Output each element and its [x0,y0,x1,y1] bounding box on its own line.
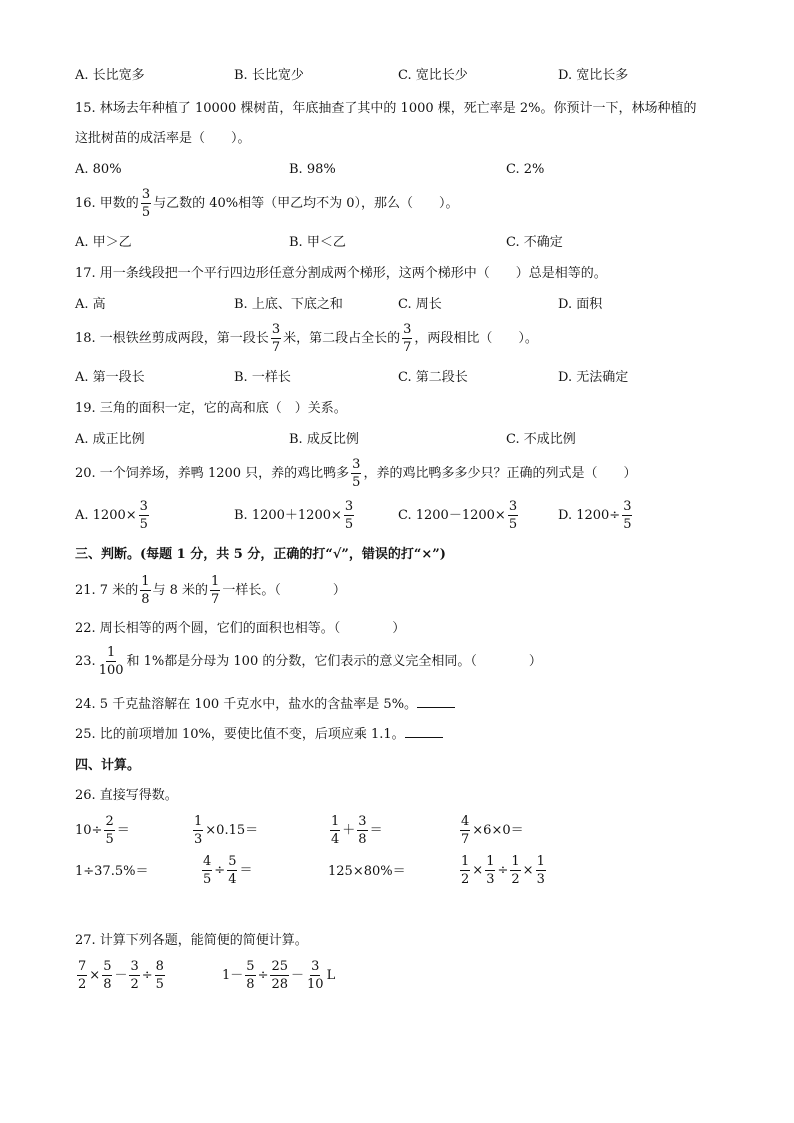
q18-fraction-2: $\frac{3}{7}$ [403,322,412,355]
q17-option-c: C. 周长 [398,297,442,312]
q15-option-a: A. 80% [75,162,122,177]
q20-option-c: C. 1200－1200× $\frac{3}{5}$ [398,499,518,532]
q20-option-a: A. 1200× $\frac{3}{5}$ [75,499,148,532]
q26-r2c2: $\frac{4}{5}$ ÷ $\frac{5}{4}$ ＝ [203,854,253,887]
q19-option-b: B. 成反比例 [289,432,359,447]
q17-question: 17. 用一条线段把一个平行四边形任意分割成两个梯形，这两个梯形中（ ）总是相等的。 [75,266,607,281]
q20-pre: 20. 一个饲养场，养鸭 1200 只，养的鸡比鸭多 [75,466,350,481]
section-3-heading: 三、判断。(每题 1 分，共 5 分，正确的打“√”，错误的打“×”) [75,547,446,562]
q14-option-b: B. 长比宽少 [234,68,304,83]
q26-r2c4: $\frac{1}{2}$ × $\frac{1}{3}$ ÷ $\frac{1}{2}$ × $\frac{1}{3}$ [461,854,545,887]
q18-post: ，两段相比（ ）。 [414,331,538,346]
q26-r1c2: $\frac{1}{3}$ ×0.15＝ [194,814,259,847]
q16-pre: 16. 甲数的 [75,196,139,211]
q19-option-c: C. 不成比例 [506,432,576,447]
q18-fraction-1: $\frac{3}{7}$ [271,322,281,355]
q26-title: 26. 直接写得数。 [75,788,178,803]
q16-option-a: A. 甲＞乙 [75,235,132,250]
q21-question: 21. 7 米的 $\frac{1}{8}$ 与 8 米的 $\frac{1}{7}$ 一样长。（ ） [75,574,346,607]
q18-question [75,323,538,354]
q26-r1c3: $\frac{1}{4}$ ＋ $\frac{3}{8}$ ＝ [331,814,383,847]
q24-answer-blank[interactable] [417,695,455,708]
q16-question [75,188,459,219]
q26-r1c4: $\frac{4}{7}$ ×6×0＝ [461,814,524,847]
q21-fraction-1: $\frac{1}{8}$ [141,574,150,607]
q21-fraction-2: $\frac{1}{7}$ [211,574,220,607]
q16-fraction: $\frac{3}{5}$ [141,187,151,220]
q20-option-d: D. 1200÷ $\frac{3}{5}$ [558,499,632,532]
q15-line1: 15. 林场去年种植了 10000 棵树苗，年底抽查了其中的 1000 棵，死亡率是 2%。你预计一下，林场种植的 [75,101,697,116]
q17-option-b: B. 上底、下底之和 [234,297,343,312]
q16-post: 与乙数的 40%相等（甲乙均不为 0），那么（ ）。 [153,196,459,211]
q27-title: 27. 计算下列各题，能简便的简便计算。 [75,933,308,948]
q18-mid: 米，第二段占全长的 [283,331,401,346]
q15-option-b: B. 98% [289,162,336,177]
q17-option-a: A. 高 [75,297,106,312]
q24-question: 24. 5 千克盐溶解在 100 千克水中，盐水的含盐率是 5%。 [75,695,455,713]
q20-option-b: B. 1200＋1200× $\frac{3}{5}$ [234,499,354,532]
q15-line2: 这批树苗的成活率是（ ）。 [75,131,251,146]
q22-question: 22. 周长相等的两个圆，它们的面积也相等。（ ） [75,621,406,636]
q26-r2c3: 125×80%＝ [328,864,406,879]
q16-option-c: C. 不确定 [506,235,563,250]
q25-question: 25. 比的前项增加 10%，要使比值不变，后项应乘 1.1。 [75,725,443,743]
q18-option-c: C. 第二段长 [398,370,468,385]
q23-fraction: $\frac{1}{100}$ [98,645,124,678]
q18-pre: 18. 一根铁丝剪成两段，第一段长 [75,331,269,346]
q14-option-c: C. 宽比长少 [398,68,468,83]
section-4-heading: 四、计算。 [75,758,141,773]
q18-option-a: A. 第一段长 [75,370,145,385]
q23-question: 23. $\frac{1}{100}$ 和 1%都是分母为 100 的分数，它们表示的意义完全相同。（ ） [75,645,542,678]
q14-option-a: A. 长比宽多 [75,68,145,83]
q20-question [75,458,636,489]
q26-r1c1: 10÷ $\frac{2}{5}$ ＝ [75,814,130,847]
q14-option-d: D. 宽比长多 [558,68,629,83]
q20-post: ，养的鸡比鸭多多少只？正确的列式是（ ） [363,466,637,481]
q19-option-a: A. 成正比例 [75,432,145,447]
q19-question: 19. 三角的面积一定，它的高和底（ ）关系。 [75,401,347,416]
q16-option-b: B. 甲＜乙 [289,235,346,250]
q15-option-c: C. 2% [506,162,545,177]
q26-r2c1: 1÷37.5%＝ [75,864,149,879]
q18-option-b: B. 一样长 [234,370,291,385]
q18-option-d: D. 无法确定 [558,370,629,385]
q25-answer-blank[interactable] [405,725,443,738]
q17-option-d: D. 面积 [558,297,603,312]
q27-expression-1: $\frac{7}{2}$ × $\frac{5}{8}$ － $\frac{3}{2}$ ÷ $\frac{8}{5}$ [78,959,164,992]
q27-expression-2: 1－ $\frac{5}{8}$ ÷ $\frac{25}{28}$ － $\frac{3}{10}$ L [222,959,336,992]
q20-fraction: $\frac{3}{5}$ [352,457,361,490]
